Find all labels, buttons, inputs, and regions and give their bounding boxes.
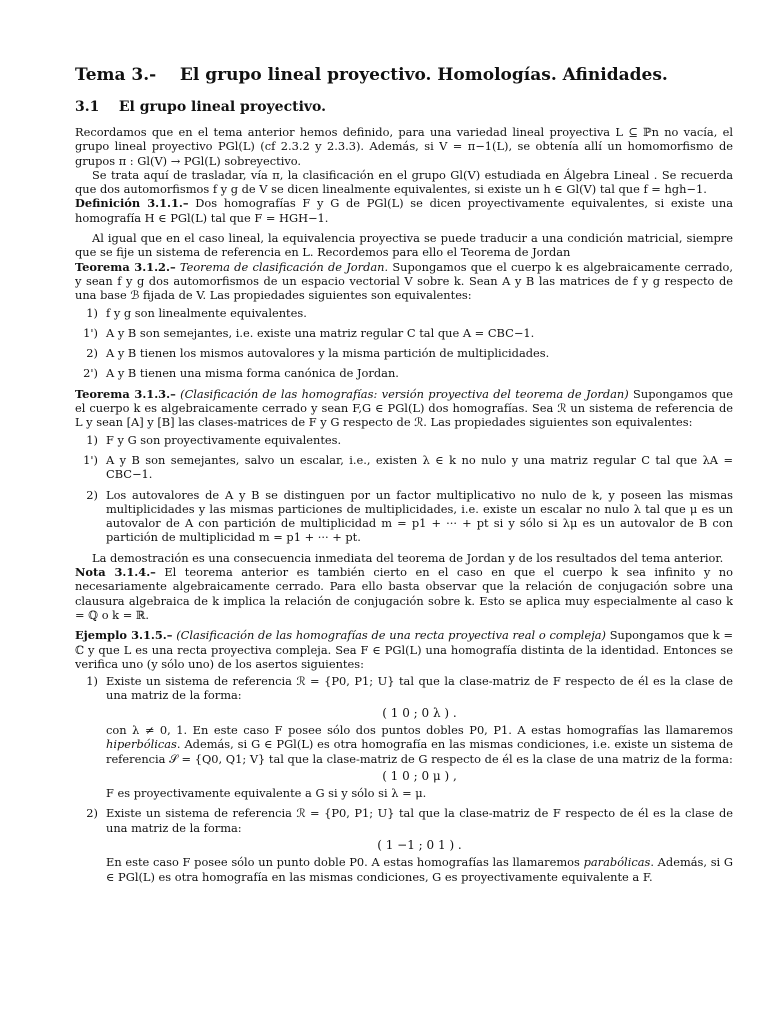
item-intro: Existe un sistema de referencia ℛ = {P0, P1; U} tal que la clase-matriz de F respecto de él es la clase de una matriz de la forma: (106, 674, 733, 703)
example-3-1-5 (75, 628, 733, 671)
chapter-title: Tema 3.- El grupo lineal proyectivo. Homologías. Afinidades. (75, 65, 668, 85)
theorem-title: Teorema de clasificación de Jordan. (175, 259, 389, 274)
matrix-hyperbolic-mu: ( 1 0 ; 0 μ ) , (382, 768, 457, 783)
definition-label: Definición 3.1.1.– (75, 196, 189, 211)
item-middle: con λ ≠ 0, 1. En este caso F posee sólo dos puntos dobles P0, P1. A estas homografías las llamaremos hiperbólicas. Además, si G ∈ PGl(L) es otra homografía en las mismas condiciones, i.e. existe un sistema de referencia 𝒮 = {Q0, Q1; V} tal que la clase-matriz de G respecto de él es la clase de una matriz de la forma: (106, 722, 733, 766)
list-item: 1) F y G son proyectivamente equivalentes. (86, 432, 342, 447)
definition-text: Dos homografías F y G de PGl(L) se dicen proyectivamente equivalentes, si existe una homografía H ∈ PGl(L) tal que F = HGH−1. (75, 196, 733, 225)
list-item: 1') A y B son semejantes, salvo un escalar, i.e., existen λ ∈ k no nulo y una matriz regular C tal que λA = CBC−1. (83, 452, 733, 482)
theorem-3-1-2-items (75, 306, 733, 381)
item-end: En este caso F posee sólo un punto doble P0. A estas homografías las llamaremos parabólicas. Además, si G ∈ PGl(L) es otra homografía en las mismas condiciones, G es proyectivamente equivalente a F. (106, 855, 733, 884)
item-end: F es proyectivamente equivalente a G si y sólo si λ = μ. (106, 786, 427, 801)
list-item: 2) Existe un sistema de referencia ℛ = {P0, P1; U} tal que la clase-matriz de F respecto de él es la clase de una matriz de la forma: ( 1 −1 ; 0 1 ) . En este caso F posee sólo un punto doble P0. A estas homografías las llamaremos parabólicas. Además, si G ∈ PGl(L) es otra homografía en las mismas condiciones, G es proyectivamente equivalente a F. (86, 806, 733, 884)
note-label: Nota 3.1.4.– (75, 565, 156, 580)
theorem-label: Teorema 3.1.3.– (75, 386, 176, 401)
paragraph-proof: La demostración es una consecuencia inmediata del teorema de Jordan y de los resultados del tema anterior. (92, 550, 724, 565)
theorem-3-1-3 (75, 387, 733, 430)
theorem-label: Teorema 3.1.2.– (75, 259, 176, 274)
example-title: (Clasificación de las homografías de una recta proyectiva real o compleja) (172, 628, 606, 643)
matrix-hyperbolic: ( 1 0 ; 0 λ ) . (382, 705, 457, 720)
term-hiperbolicas: hiperbólicas (106, 737, 177, 752)
item-intro: Existe un sistema de referencia ℛ = {P0, P1; U} tal que la clase-matriz de F respecto de él es la clase de una matriz de la forma: (106, 806, 733, 835)
list-item: 2') A y B tienen una misma forma canónica de Jordan. (83, 366, 399, 381)
theorem-title: (Clasificación de las homografías: versión proyectiva del teorema de Jordan) (175, 386, 629, 401)
example-text: Supongamos que k = ℂ y que L es una recta proyectiva compleja. Sea F ∈ PGl(L) una homografía distinta de la identidad. Entonces se verifica uno (y sólo uno) de los asertos siguientes: (75, 628, 733, 671)
definition-3-1-1 (75, 196, 733, 225)
theorem-3-1-2 (75, 260, 733, 303)
theorem-3-1-3-items (75, 433, 733, 545)
paragraph-traslation: Se trata aquí de trasladar, vía π, la clasificación en el grupo Gl(V) estudiada en Álgebra Lineal . Se recuerda que dos automorfismos f y g de V se dicen linealmente equivalentes, si existe un h ∈ Gl(V) tal que f = hgh−1. (75, 167, 733, 197)
note-text: El teorema anterior es también cierto en el caso en que el cuerpo k sea infinito y no necesariamente algebraicamente cerrado. Para ello basta observar que la relación de conjugación sobre una clausura algebraica de k implica la relación de conjugación sobre k. Esto se aplica muy especialmente al caso k = ℚ o k = ℝ. (75, 565, 733, 622)
list-item: 1) f y g son linealmente equivalentes. (86, 305, 307, 320)
theorem-text: Supongamos que el cuerpo k es algebraicamente cerrado y sean F,G ∈ PGl(L) dos homografías. Sea ℛ un sistema de referencia de L y sean [A] y [B] las clases-matrices de F y G respecto de ℛ. Las propiedades siguientes son equivalentes: (75, 386, 733, 430)
list-item: 1) Existe un sistema de referencia ℛ = {P0, P1; U} tal que la clase-matriz de F respecto de él es la clase de una matriz de la forma: ( 1 0 ; 0 λ ) . con λ ≠ 0, 1. En este caso F posee sólo dos puntos dobles P0, P1. A estas homografías las llamaremos hiperbólicas. Además, si G ∈ PGl(L) es otra homografía en las mismas condiciones, i.e. existe un sistema de referencia 𝒮 = {Q0, Q1; V} tal que la clase-matriz de G respecto de él es la clase de una matriz de la forma: ( 1 0 ; 0 μ ) , F es proyectivamente equivalente a G si y sólo si λ = μ. (86, 674, 733, 801)
document-page (75, 64, 733, 1004)
paragraph-intro: Recordamos que en el tema anterior hemos definido, para una variedad lineal proyectiva L ⊆ ℙn no vacía, el grupo lineal proyectivo PGl(L) (cf 2.3.2 y 2.3.3). Además, si V = π−1(L), se obtenía allí un homomorfismo de grupos π : Gl(V) → PGl(L) sobreyectivo. (75, 125, 733, 168)
example-items (75, 674, 733, 884)
term-parabolicas: parabólicas (583, 855, 651, 870)
list-item: 2) A y B tienen los mismos autovalores y la misma partición de multiplicidades. (86, 346, 550, 361)
list-item: 1') A y B son semejantes, i.e. existe una matriz regular C tal que A = CBC−1. (83, 325, 535, 340)
note-3-1-4 (75, 565, 733, 622)
example-label: Ejemplo 3.1.5.– (75, 628, 173, 643)
section-title: 3.1 El grupo lineal proyectivo. (75, 99, 327, 115)
matrix-parabolic: ( 1 −1 ; 0 1 ) . (377, 838, 462, 853)
paragraph-matrix-condition: Al igual que en el caso lineal, la equivalencia proyectiva se puede traducir a una condición matricial, siempre que se fije un sistema de referencia en L. Recordemos para ello el Teorema de Jordan (75, 231, 733, 260)
list-item: 2) Los autovalores de A y B se distinguen por un factor multiplicativo no nulo de k, y poseen las mismas multiplicidades y las mismas particiones de multiplicidades, i.e. existe un escalar no nulo λ tal que μ es un autovalor de A con partición de multiplicidad m = p1 + ··· + pt si y sólo si λμ es un autovalor de B con partición de multiplicidad m = p1 + ··· + pt. (86, 487, 733, 545)
theorem-text: Supongamos que el cuerpo k es algebraicamente cerrado, y sean f y g dos automorfismos de un espacio vectorial V sobre k. Sean A y B las matrices de f y g respecto de una base ℬ fijada de V. Las propiedades siguientes son equivalentes: (75, 259, 733, 303)
